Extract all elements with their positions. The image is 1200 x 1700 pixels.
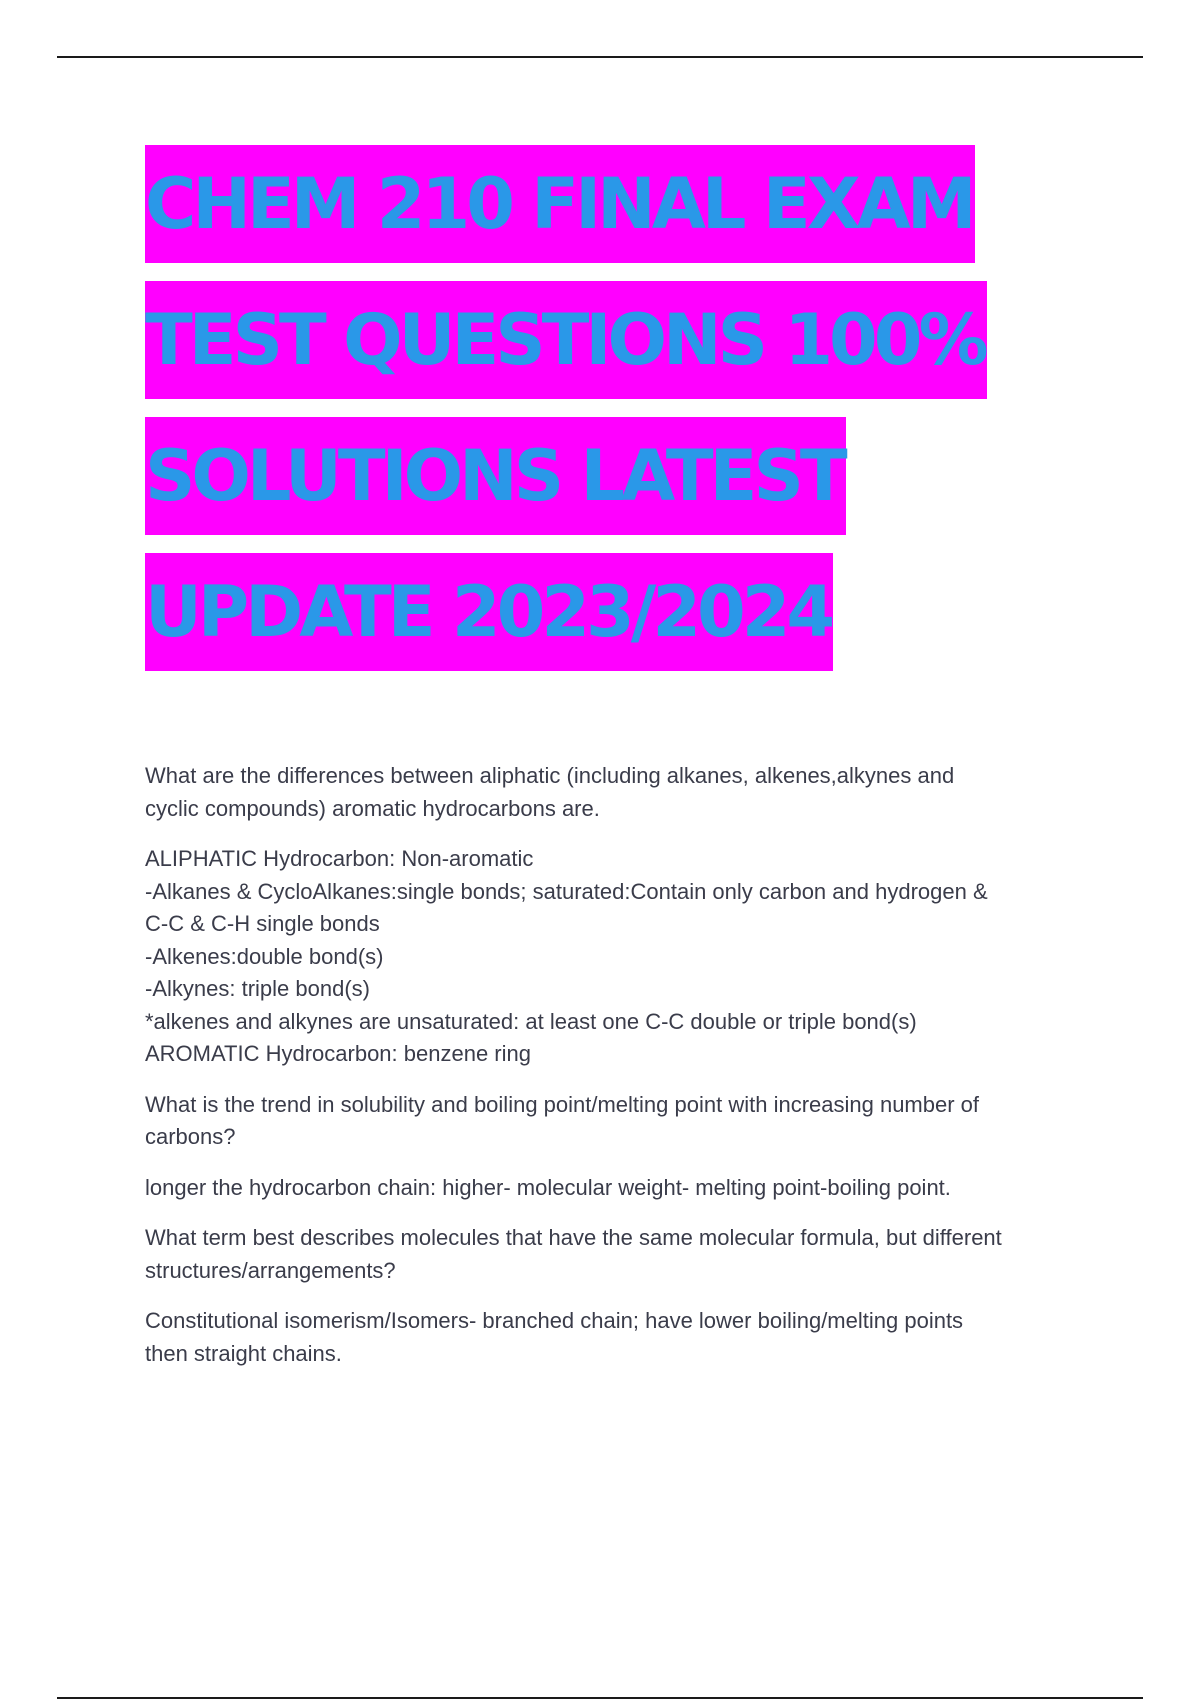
- question-3-line-2: structures/arrangements?: [145, 1257, 396, 1283]
- answer-1-line-1: ALIPHATIC Hydrocarbon: Non-aromatic: [145, 846, 534, 871]
- question-2: [145, 1089, 1095, 1154]
- answer-1-line-4: -Alkenes:double bond(s): [145, 943, 384, 969]
- title-line-3: SOLUTIONS LATEST: [145, 417, 846, 535]
- answer-3-line-2: then straight chains.: [145, 1340, 342, 1366]
- question-2-line-1: What is the trend in solubility and boiling point/melting point with increasing number of: [145, 1091, 980, 1117]
- title-line-1: CHEM 210 FINAL EXAM: [145, 145, 975, 263]
- answer-2: [145, 1172, 1095, 1205]
- bottom-rule: [57, 1697, 1143, 1699]
- answer-3-line-1: Constitutional isomerism/Isomers- branched chain; have lower boiling/melting points: [145, 1308, 964, 1333]
- answer-2-line-1: longer the hydrocarbon chain: higher- molecular weight- melting point-boiling point.: [145, 1174, 951, 1200]
- answer-1-line-6: *alkenes and alkynes are unsaturated: at least one C-C double or triple bond(s): [145, 1008, 917, 1034]
- question-1-line-1: What are the differences between aliphatic (including alkanes, alkenes,alkynes and: [145, 763, 955, 788]
- question-2-line-2: carbons?: [145, 1124, 236, 1149]
- title-line-2: TEST QUESTIONS 100%: [145, 281, 987, 399]
- question-1-line-2: cyclic compounds) aromatic hydrocarbons are.: [145, 795, 600, 821]
- document-title: [145, 145, 1085, 689]
- title-line-4: UPDATE 2023/2024: [145, 553, 833, 671]
- answer-1-line-7: AROMATIC Hydrocarbon: benzene ring: [145, 1041, 531, 1066]
- question-1: [145, 760, 1095, 825]
- answer-1-line-3: C-C & C-H single bonds: [145, 911, 380, 936]
- answer-1-line-2: -Alkanes & CycloAlkanes:single bonds; saturated:Contain only carbon and hydrogen &: [145, 878, 988, 904]
- qa-content: [145, 760, 1095, 1388]
- answer-1-line-5: -Alkynes: triple bond(s): [145, 976, 370, 1001]
- top-rule: [57, 56, 1143, 58]
- question-3-line-1: What term best describes molecules that have the same molecular formula, but different: [145, 1225, 1002, 1250]
- answer-1: [145, 843, 1095, 1071]
- question-3: [145, 1222, 1095, 1287]
- answer-3: [145, 1305, 1095, 1370]
